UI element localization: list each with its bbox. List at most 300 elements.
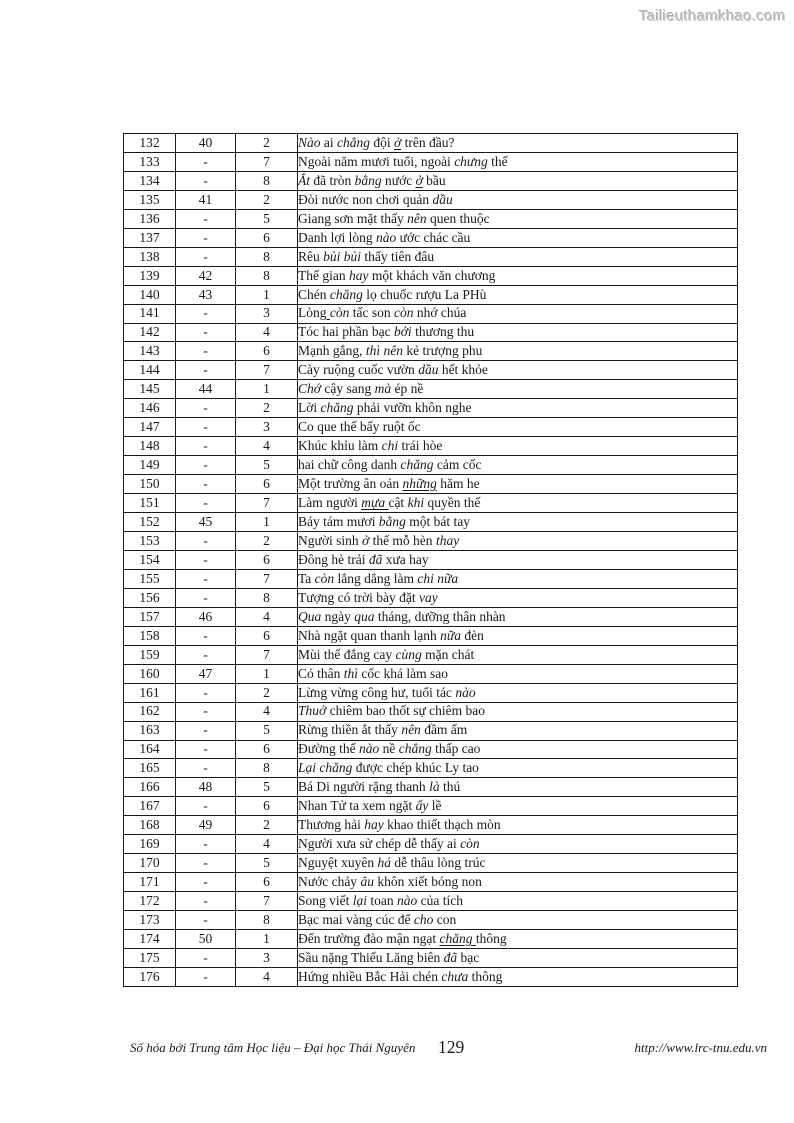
verse-segment: con (433, 911, 457, 927)
table-row (124, 304, 738, 323)
verse-position-cell: 7 (236, 152, 298, 171)
verse-segment: thì (343, 665, 359, 681)
verse-position-cell: 1 (236, 380, 298, 399)
verse-text-cell (298, 588, 738, 607)
verse-segment: thấp cao (431, 741, 481, 757)
table-row (124, 513, 738, 532)
verse-segment: quyền thế (424, 495, 481, 510)
poem-number-cell: - (176, 228, 236, 247)
watermark-text: Tailieuthamkhao.com (639, 8, 786, 25)
verse-segment: chi nữa (417, 570, 459, 586)
line-number-cell: 141 (124, 304, 176, 323)
verse-segment: được chép khúc Ly tao (352, 760, 479, 776)
line-number-cell: 149 (124, 456, 176, 475)
poem-number-cell: - (176, 721, 236, 740)
table-row (124, 418, 738, 437)
verse-text-cell (298, 683, 738, 702)
verse-segment: cùng (395, 646, 422, 662)
verse-segment: Làm người (298, 495, 362, 510)
verse-text-cell (298, 437, 738, 456)
line-number-cell: 152 (124, 513, 176, 532)
table-row (124, 134, 738, 153)
verse-segment: trái hòe (398, 438, 443, 454)
poem-number-cell: - (176, 702, 236, 721)
verse-text-cell (298, 645, 738, 664)
verse-segment: Đến trường đào mận ngạt (298, 930, 440, 946)
verse-segment: còn (460, 836, 480, 852)
line-number-cell: 159 (124, 645, 176, 664)
verse-position-cell: 5 (236, 778, 298, 797)
verse-segment: chẳng (337, 134, 371, 150)
verse-segment: chăng (400, 457, 434, 473)
verse-position-cell: 6 (236, 626, 298, 645)
verse-text-cell (298, 778, 738, 797)
verse-segment: Rêu (298, 248, 324, 264)
verse-segment: đội (370, 134, 395, 150)
line-number-cell: 164 (124, 740, 176, 759)
verse-segment: nữa (440, 627, 461, 643)
verse-segment: quen thuộc (426, 210, 490, 226)
verse-segment: mà (374, 381, 392, 397)
table-row (124, 152, 738, 171)
line-number-cell: 155 (124, 569, 176, 588)
verse-text-cell (298, 740, 738, 759)
table-row (124, 797, 738, 816)
poem-number-cell: 41 (176, 190, 236, 209)
verse-segment: chi (381, 438, 399, 454)
table-row (124, 607, 738, 626)
line-number-cell: 158 (124, 626, 176, 645)
verse-text-cell (298, 209, 738, 228)
table-row (124, 778, 738, 797)
verse-segment: đèn (460, 627, 484, 643)
line-number-cell: 134 (124, 171, 176, 190)
line-number-cell: 153 (124, 532, 176, 551)
line-number-cell: 145 (124, 380, 176, 399)
poem-number-cell: - (176, 361, 236, 380)
table-row (124, 759, 738, 778)
verse-segment: Lời (298, 400, 321, 416)
verse-table (123, 133, 738, 987)
verse-position-cell: 2 (236, 190, 298, 209)
verse-segment: Một trường ân oán (298, 476, 403, 492)
line-number-cell: 171 (124, 873, 176, 892)
verse-position-cell: 5 (236, 721, 298, 740)
poem-number-cell: - (176, 645, 236, 664)
verse-segment: Đòi nước non chơi quản (298, 191, 433, 207)
verse-text-cell (298, 418, 738, 437)
verse-segment: Chén (298, 286, 330, 302)
verse-segment: Nước chảy (298, 874, 361, 890)
verse-position-cell: 2 (236, 134, 298, 153)
verse-text-cell (298, 664, 738, 683)
verse-segment: ép nề (391, 381, 424, 397)
poem-number-cell: - (176, 948, 236, 967)
table-row (124, 873, 738, 892)
verse-segment: Bảy tám mươi (298, 513, 379, 529)
table-row (124, 228, 738, 247)
poem-number-cell: - (176, 532, 236, 551)
verse-segment: Danh lợi lòng (298, 229, 377, 245)
verse-segment: chăng (439, 930, 476, 946)
verse-position-cell: 6 (236, 475, 298, 494)
verse-segment: Nguyệt xuyên (298, 855, 378, 871)
verse-segment: hay (348, 267, 369, 283)
poem-number-cell: - (176, 304, 236, 323)
line-number-cell: 142 (124, 323, 176, 342)
verse-segment: thế (487, 153, 508, 169)
verse-segment: nên (407, 210, 427, 226)
verse-position-cell: 2 (236, 399, 298, 418)
verse-text-cell (298, 171, 738, 190)
table-row (124, 171, 738, 190)
table-row (124, 588, 738, 607)
poem-number-cell: - (176, 399, 236, 418)
verse-position-cell: 8 (236, 588, 298, 607)
verse-text-cell (298, 190, 738, 209)
verse-segment: Nào (298, 134, 321, 150)
verse-position-cell: 3 (236, 304, 298, 323)
page-footer (0, 1037, 794, 1067)
verse-segment: là (429, 779, 440, 795)
table-row (124, 835, 738, 854)
verse-position-cell: 7 (236, 892, 298, 911)
poem-number-cell: - (176, 171, 236, 190)
verse-segment: dầu (432, 191, 453, 207)
line-number-cell: 175 (124, 948, 176, 967)
verse-position-cell: 6 (236, 873, 298, 892)
line-number-cell: 138 (124, 247, 176, 266)
verse-segment: cật (388, 495, 408, 510)
poem-number-cell: - (176, 569, 236, 588)
verse-segment: còn (394, 305, 414, 321)
verse-position-cell: 1 (236, 664, 298, 683)
table-row (124, 247, 738, 266)
line-number-cell: 166 (124, 778, 176, 797)
poem-number-cell: 47 (176, 664, 236, 683)
verse-segment: của tích (417, 893, 464, 909)
verse-segment: Sầu nặng Thiếu Lăng biên (298, 949, 444, 965)
verse-segment: nào (455, 684, 476, 700)
line-number-cell: 163 (124, 721, 176, 740)
verse-segment: nào (397, 893, 418, 909)
poem-number-cell: - (176, 209, 236, 228)
verse-segment: bầu (422, 172, 446, 188)
verse-position-cell: 4 (236, 835, 298, 854)
table-row (124, 740, 738, 759)
verse-segment: Qua (298, 608, 322, 624)
verse-position-cell: 6 (236, 342, 298, 361)
line-number-cell: 160 (124, 664, 176, 683)
verse-text-cell (298, 323, 738, 342)
verse-segment: phải vưỡn khôn nghe (353, 400, 472, 416)
verse-segment: nhớ chúa (413, 305, 467, 321)
line-number-cell: 136 (124, 209, 176, 228)
line-number-cell: 172 (124, 892, 176, 911)
poem-number-cell: - (176, 588, 236, 607)
verse-text-cell (298, 266, 738, 285)
verse-segment: Thuở (298, 703, 327, 719)
verse-text-cell (298, 532, 738, 551)
verse-position-cell: 6 (236, 228, 298, 247)
poem-number-cell: - (176, 797, 236, 816)
verse-text-cell (298, 835, 738, 854)
table-row (124, 190, 738, 209)
table-row (124, 948, 738, 967)
verse-segment: nào (358, 741, 380, 757)
table-row (124, 816, 738, 835)
verse-text-cell (298, 285, 738, 304)
line-number-cell: 168 (124, 816, 176, 835)
table-row (124, 569, 738, 588)
verse-position-cell: 7 (236, 361, 298, 380)
verse-segment: hăm he (436, 476, 480, 492)
verse-position-cell: 6 (236, 740, 298, 759)
table-row (124, 645, 738, 664)
poem-number-cell: 42 (176, 266, 236, 285)
table-row (124, 342, 738, 361)
verse-segment: ở (415, 172, 423, 188)
poem-number-cell: 49 (176, 816, 236, 835)
verse-text-cell (298, 607, 738, 626)
verse-position-cell: 7 (236, 494, 298, 513)
poem-number-cell: - (176, 342, 236, 361)
verse-segment: thú (439, 779, 461, 795)
poem-number-cell: - (176, 835, 236, 854)
verse-segment: hai chữ công danh (298, 457, 401, 473)
verse-segment: Tóc hai phần bạc (298, 324, 394, 340)
verse-text-cell (298, 399, 738, 418)
verse-segment: Lại chăng (298, 760, 353, 776)
table-row (124, 399, 738, 418)
table-row (124, 967, 738, 986)
verse-segment: ấy (415, 798, 429, 814)
verse-text-cell (298, 911, 738, 930)
verse-position-cell: 7 (236, 569, 298, 588)
verse-segment: chiêm bao thốt sự chiêm bao (326, 703, 485, 719)
verse-text-cell (298, 702, 738, 721)
poem-number-cell: - (176, 626, 236, 645)
verse-segment: chăng (320, 400, 354, 416)
verse-text-cell (298, 892, 738, 911)
verse-segment: Đông hè trải (298, 551, 369, 567)
table-row (124, 721, 738, 740)
verse-segment: chưa (441, 968, 469, 984)
poem-number-cell: - (176, 967, 236, 986)
verse-segment: thế mỗ hèn (369, 532, 436, 548)
line-number-cell: 135 (124, 190, 176, 209)
poem-number-cell: 43 (176, 285, 236, 304)
table-row (124, 892, 738, 911)
verse-segment: Lòng (298, 305, 327, 321)
verse-segment: cảm cốc (433, 457, 482, 473)
table-row (124, 361, 738, 380)
verse-segment: Chớ (298, 381, 321, 397)
page-number: 129 (438, 1037, 465, 1057)
table-row (124, 323, 738, 342)
verse-text-cell (298, 816, 738, 835)
verse-segment: nề (379, 741, 399, 757)
verse-segment: Tượng có trời bày đặt (298, 589, 419, 605)
poem-number-cell: 40 (176, 134, 236, 153)
poem-number-cell: - (176, 152, 236, 171)
verse-segment: thông (468, 968, 503, 984)
verse-segment: Rừng thiền ắt thấy (298, 722, 402, 738)
poem-number-cell: - (176, 683, 236, 702)
poem-number-cell: - (176, 494, 236, 513)
verse-segment: hết khỏe (438, 362, 488, 378)
table-row (124, 456, 738, 475)
verse-position-cell: 8 (236, 266, 298, 285)
verse-segment: Giang sơn mặt thấy (298, 210, 408, 226)
poem-number-cell: - (176, 475, 236, 494)
verse-text-cell (298, 494, 738, 513)
verse-segment: chẳng (398, 741, 432, 757)
verse-text-cell (298, 475, 738, 494)
verse-position-cell: 7 (236, 645, 298, 664)
poem-number-cell: - (176, 759, 236, 778)
verse-segment: bằng (354, 172, 382, 188)
verse-segment: bủi bủi (323, 248, 362, 264)
poem-number-cell: 45 (176, 513, 236, 532)
verse-position-cell: 6 (236, 797, 298, 816)
verse-position-cell: 5 (236, 854, 298, 873)
line-number-cell: 151 (124, 494, 176, 513)
line-number-cell: 150 (124, 475, 176, 494)
verse-segment: còn (314, 570, 335, 586)
line-number-cell: 170 (124, 854, 176, 873)
verse-text-cell (298, 134, 738, 153)
line-number-cell: 147 (124, 418, 176, 437)
verse-segment: chưng (454, 153, 488, 169)
verse-text-cell (298, 380, 738, 399)
line-number-cell: 174 (124, 930, 176, 949)
verse-segment: ai (320, 134, 338, 150)
verse-position-cell: 1 (236, 285, 298, 304)
table-row (124, 494, 738, 513)
verse-position-cell: 4 (236, 323, 298, 342)
verse-segment: Nhà ngặt quan thanh lạnh (298, 627, 441, 643)
verse-text-cell (298, 228, 738, 247)
verse-text-cell (298, 759, 738, 778)
verse-position-cell: 3 (236, 418, 298, 437)
verse-segment: ngày (321, 608, 355, 624)
verse-segment: khao thiết thạch mòn (383, 817, 501, 833)
verse-segment: cậy sang (320, 381, 375, 397)
verse-position-cell: 4 (236, 702, 298, 721)
verse-table-body (124, 134, 738, 987)
verse-segment: Người xưa sử chép dễ thấy ai (298, 836, 461, 852)
table-row (124, 209, 738, 228)
verse-segment: xưa hay (382, 551, 429, 567)
verse-text-cell (298, 513, 738, 532)
verse-segment: Cày ruộng cuốc vườn (298, 362, 419, 378)
verse-segment: ước chác cầu (396, 229, 471, 245)
verse-segment: dầu (418, 362, 439, 378)
verse-text-cell (298, 569, 738, 588)
verse-segment: nào (376, 229, 397, 245)
table-row (124, 380, 738, 399)
verse-segment: lại (352, 893, 368, 909)
table-row (124, 702, 738, 721)
verse-position-cell: 2 (236, 683, 298, 702)
verse-position-cell: 5 (236, 456, 298, 475)
poem-number-cell: - (176, 550, 236, 569)
verse-position-cell: 3 (236, 948, 298, 967)
poem-number-cell: - (176, 873, 236, 892)
verse-segment: Thế gian (298, 267, 349, 283)
verse-text-cell (298, 361, 738, 380)
verse-segment: Ngoài năm mươi tuổi, ngoài (298, 153, 455, 169)
verse-position-cell: 1 (236, 513, 298, 532)
verse-segment: toan (367, 893, 398, 909)
poem-number-cell: - (176, 911, 236, 930)
verse-segment: tháng, dưỡng thân nhàn (374, 608, 506, 624)
line-number-cell: 144 (124, 361, 176, 380)
verse-text-cell (298, 797, 738, 816)
verse-segment: một bát tay (405, 513, 470, 529)
verse-segment: Song viết (298, 893, 353, 909)
verse-segment: thấy tiên đâu (361, 248, 435, 264)
line-number-cell: 169 (124, 835, 176, 854)
verse-segment: khôn xiết bóng non (373, 874, 482, 890)
poem-number-cell: - (176, 418, 236, 437)
verse-segment: khi (407, 495, 425, 510)
verse-text-cell (298, 967, 738, 986)
poem-number-cell: 46 (176, 607, 236, 626)
verse-segment: trên đầu? (401, 134, 455, 150)
verse-segment: lẳng dẳng làm (334, 570, 418, 586)
line-number-cell: 140 (124, 285, 176, 304)
verse-segment: qua (354, 608, 375, 624)
verse-segment: bằng (378, 513, 406, 529)
verse-text-cell (298, 626, 738, 645)
verse-segment: mặn chát (421, 646, 475, 662)
verse-position-cell: 5 (236, 209, 298, 228)
verse-segment: kẻ trượng phu (403, 343, 483, 359)
verse-segment: Đường thế (298, 741, 359, 757)
verse-position-cell: 6 (236, 550, 298, 569)
verse-segment: đã tròn (310, 172, 355, 188)
verse-position-cell: 2 (236, 532, 298, 551)
line-number-cell: 156 (124, 588, 176, 607)
verse-text-cell (298, 550, 738, 569)
verse-segment: Có thân (298, 665, 344, 681)
poem-number-cell: 44 (176, 380, 236, 399)
verse-segment: dễ thâu lòng trúc (390, 855, 486, 871)
verse-segment: Nhan Tử ta xem ngặt (298, 798, 416, 814)
line-number-cell: 167 (124, 797, 176, 816)
line-number-cell: 161 (124, 683, 176, 702)
poem-number-cell: - (176, 740, 236, 759)
verse-segment: hay (364, 817, 384, 833)
verse-segment: một khách văn chương (368, 267, 496, 283)
verse-segment: Ta (298, 570, 315, 586)
verse-segment: Mùi thế đắng cay (298, 646, 396, 662)
line-number-cell: 157 (124, 607, 176, 626)
line-number-cell: 146 (124, 399, 176, 418)
verse-text-cell (298, 247, 738, 266)
verse-segment: Khúc khỉu làm (298, 438, 382, 454)
poem-number-cell: - (176, 892, 236, 911)
verse-segment: ở (394, 134, 402, 150)
verse-text-cell (298, 456, 738, 475)
poem-number-cell: - (176, 323, 236, 342)
line-number-cell: 165 (124, 759, 176, 778)
line-number-cell: 162 (124, 702, 176, 721)
verse-segment: nên (401, 722, 421, 738)
verse-segment: đã (368, 551, 383, 567)
